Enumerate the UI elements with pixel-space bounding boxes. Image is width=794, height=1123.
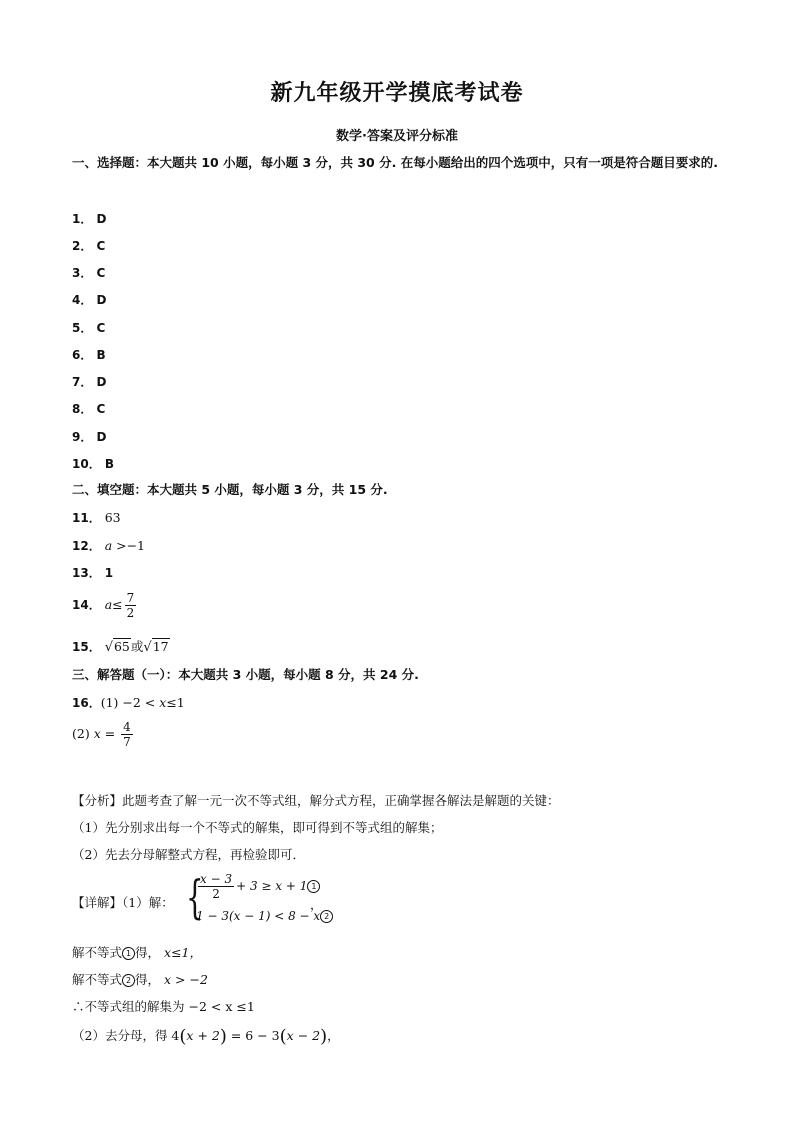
answer-q16-part2: (2) x = $\frac{4}{7}$ [72,720,131,749]
section2-heading: 二、填空题：本大题共 5 小题，每小题 3 分，共 15 分. [72,482,388,497]
sqrt-icon: √ [143,640,152,655]
answer-row: 8． C [72,402,106,416]
system-trailing-comma: ， [310,897,323,912]
answer-row: 4． D [72,293,107,307]
circled-two-icon: 2 [320,910,333,923]
answer-row: 2． C [72,239,106,253]
detail-step-2: 解不等式 2 得， x > −2 [72,972,208,987]
sqrt-icon: √ [104,640,113,655]
analysis-line: （2）先去分母解整式方程，再检验即可． [72,847,305,862]
fraction: $\frac{x - 3}{2}$ [200,872,233,901]
fraction: $\frac{7}{2}$ [126,591,135,620]
page-title: 新九年级开学摸底考试卷 [270,81,524,106]
answer-q11: 11． 63 [72,510,121,525]
detail-prefix: 【详解】（1）解： [72,895,174,910]
circled-one-icon: 1 [307,880,320,893]
answer-q15: 15． √65或√17 [72,639,169,655]
system-row-1: $\frac{x - 3}{2}$ + 3 ≥ x + 1 1 [196,872,320,901]
brace-icon: { [186,870,204,924]
circled-one-icon: 1 [122,947,135,960]
page-subtitle: 数学·答案及评分标准 [336,129,458,144]
detail-step-3: ∴不等式组的解集为 −2 < x ≤1 [72,999,255,1014]
detail-step-4: （2）去分母，得 4(x + 2) = 6 − 3(x − 2)， [72,1026,340,1047]
circled-two-icon: 2 [122,974,135,987]
answer-q13: 13． 1 [72,566,114,580]
section3-heading: 三、解答题（一）：本大题共 3 小题，每小题 8 分，共 24 分. [72,667,419,682]
system-row-2: 1 − 3(x − 1) < 8 − x 2 [196,909,333,923]
analysis-line: 【分析】此题考查了解一元一次不等式组，解分式方程，正确掌握各解法是解题的关键： [72,793,560,808]
answer-q14: 14． a≤ $\frac{7}{2}$ [72,591,135,620]
answer-row: 9． D [72,430,107,444]
answer-row: 3． C [72,266,106,280]
fraction: $\frac{4}{7}$ [123,720,131,749]
analysis-line: （1）先分别求出每一个不等式的解集，即可得到不等式组的解集； [72,820,443,835]
answer-q12: 12． a >−1 [72,538,146,553]
detail-step-1: 解不等式 1 得， x≤1， [72,945,202,960]
answer-q16-part1: 16．(1) −2 < x≤1 [72,695,185,710]
answer-row: 5． C [72,321,106,335]
answer-row: 6． B [72,348,106,362]
answer-row: 10． B [72,457,115,471]
section1-heading: 一、选择题：本大题共 10 小题，每小题 3 分，共 30 分. 在每小题给出的四个选项中，只有一项是符合题目要求的. [72,155,718,170]
answer-row: 7． D [72,375,107,389]
answer-row: 1． D [72,212,107,226]
